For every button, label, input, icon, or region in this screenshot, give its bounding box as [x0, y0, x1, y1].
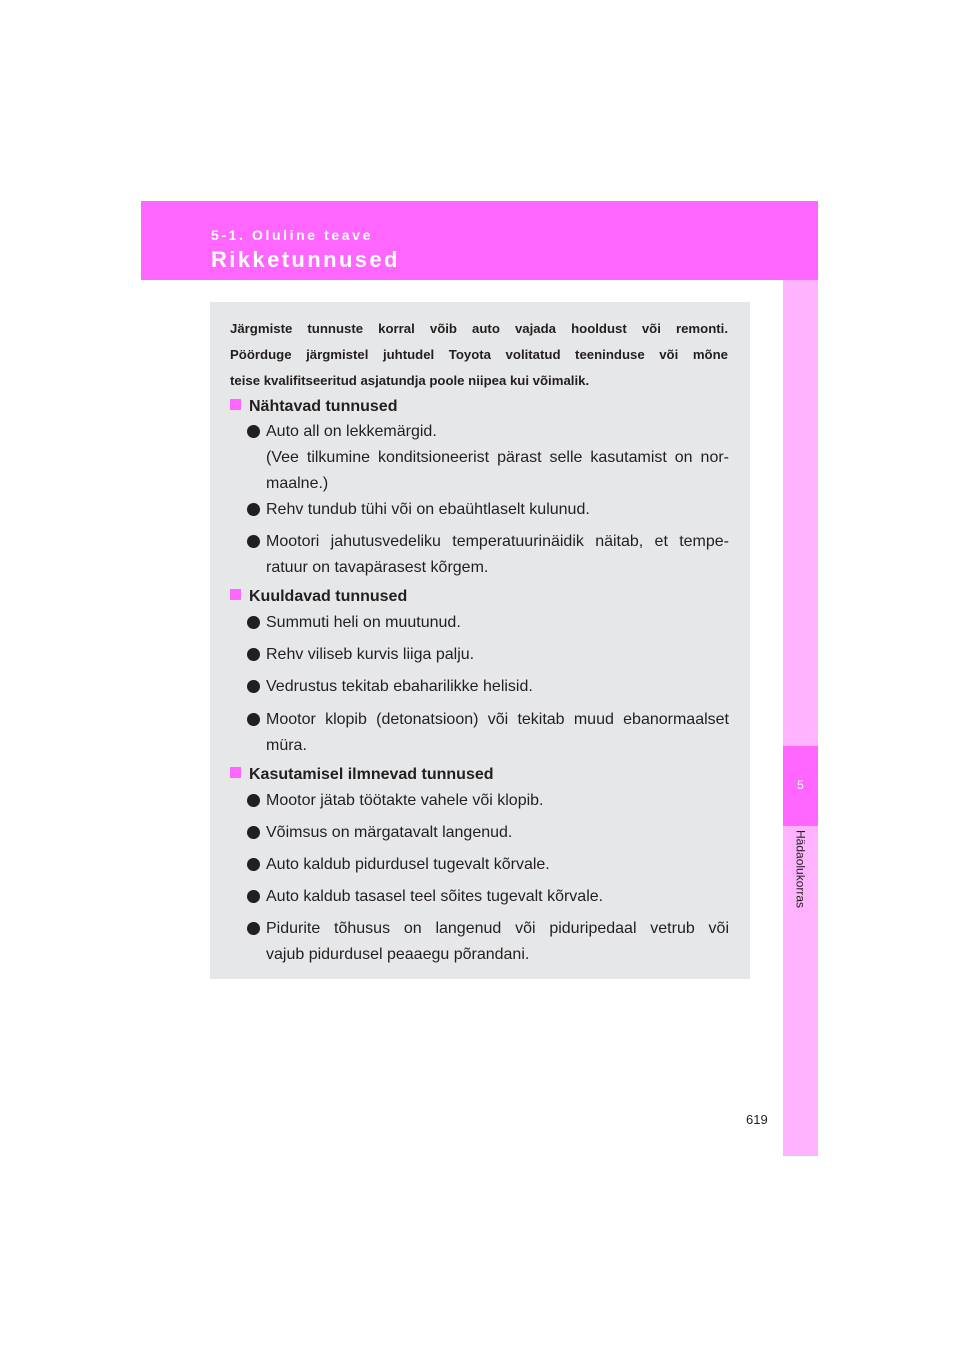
list-item-line: vajub pidurdusel peaaegu põrandani. [266, 946, 530, 963]
bullet-dot-icon [247, 535, 260, 548]
intro-paragraph [230, 316, 728, 394]
list-item [247, 497, 729, 523]
square-bullet-icon [230, 767, 241, 778]
chapter-side-tab [783, 280, 818, 1156]
section-header [141, 201, 818, 280]
list-item-line: Mootor klopib (detonatsioon) või tekitab muud ebanormaalset [266, 711, 729, 728]
intro-line: Pöörduge järgmistel juhtudel Toyota volitatud teeninduse või mõne [230, 347, 728, 362]
group-title-audible [230, 587, 407, 607]
bullet-dot-icon [247, 922, 260, 935]
list-item-line: Auto kaldub pidurdusel tugevalt kõrvale. [266, 856, 550, 873]
list-item-line: (Vee tilkumine konditsioneerist pärast selle kasutamist on nor- [266, 449, 729, 466]
list-item-line: Rehv viliseb kurvis liiga palju. [266, 646, 475, 663]
list-item [247, 916, 729, 968]
section-label: 5-1. Oluline teave [211, 227, 373, 243]
bullet-dot-icon [247, 826, 260, 839]
bullet-dot-icon [247, 616, 260, 629]
intro-line: teise kvalifitseeritud asjatundja poole niipea kui võimalik. [230, 373, 590, 388]
list-item [247, 419, 729, 497]
bullet-dot-icon [247, 890, 260, 903]
list-item-line: Auto kaldub tasasel teel sõites tugevalt kõrvale. [266, 888, 604, 905]
list-item [247, 642, 729, 668]
list-item-line: ratuur on tavapärasest kõrgem. [266, 559, 489, 576]
list-item [247, 707, 729, 759]
list-item [247, 674, 729, 700]
list-item-line: Võimsus on märgatavalt langenud. [266, 824, 513, 841]
bullet-dot-icon [247, 503, 260, 516]
list-item-line: Rehv tundub tühi või on ebaühtlaselt kulunud. [266, 501, 590, 518]
list-item [247, 820, 729, 846]
chapter-name: Hädaolukorras [793, 830, 808, 909]
symptoms-box [210, 302, 750, 979]
intro-line: Järgmiste tunnuste korral võib auto vajada hooldust või remonti. [230, 321, 728, 336]
square-bullet-icon [230, 589, 241, 600]
bullet-dot-icon [247, 858, 260, 871]
list-item-line: müra. [266, 737, 307, 754]
bullet-dot-icon [247, 648, 260, 661]
group-title-text: Kuuldavad tunnused [249, 588, 408, 605]
bullet-dot-icon [247, 713, 260, 726]
page-title: Rikketunnused [211, 247, 400, 272]
group-title-text: Kasutamisel ilmnevad tunnused [249, 766, 494, 783]
square-bullet-icon [230, 399, 241, 410]
list-item-line: Summuti heli on muutunud. [266, 614, 461, 631]
list-item [247, 884, 729, 910]
list-item-line: Auto all on lekkemärgid. [266, 423, 437, 440]
list-item [247, 852, 729, 878]
list-item [247, 788, 729, 814]
page-number: 619 [746, 1112, 768, 1127]
list-item-line: Mootori jahutusvedeliku temperatuurinäidik näitab, et tempe- [266, 533, 729, 550]
chapter-number: 5 [797, 778, 804, 792]
list-item-line: maalne.) [266, 475, 329, 492]
list-item [247, 529, 729, 581]
group-title-text: Nähtavad tunnused [249, 398, 398, 415]
list-item-line: Mootor jätab töötakte vahele või klopib. [266, 792, 544, 809]
list-item [247, 610, 729, 636]
list-item-line: Vedrustus tekitab ebaharilikke helisid. [266, 678, 533, 695]
bullet-dot-icon [247, 680, 260, 693]
group-title-visible [230, 397, 397, 417]
bullet-dot-icon [247, 794, 260, 807]
bullet-dot-icon [247, 425, 260, 438]
list-item-line: Pidurite tõhusus on langenud või piduripedaal vetrub või [266, 920, 729, 937]
group-title-operational [230, 765, 494, 785]
chapter-number-box [783, 746, 818, 826]
